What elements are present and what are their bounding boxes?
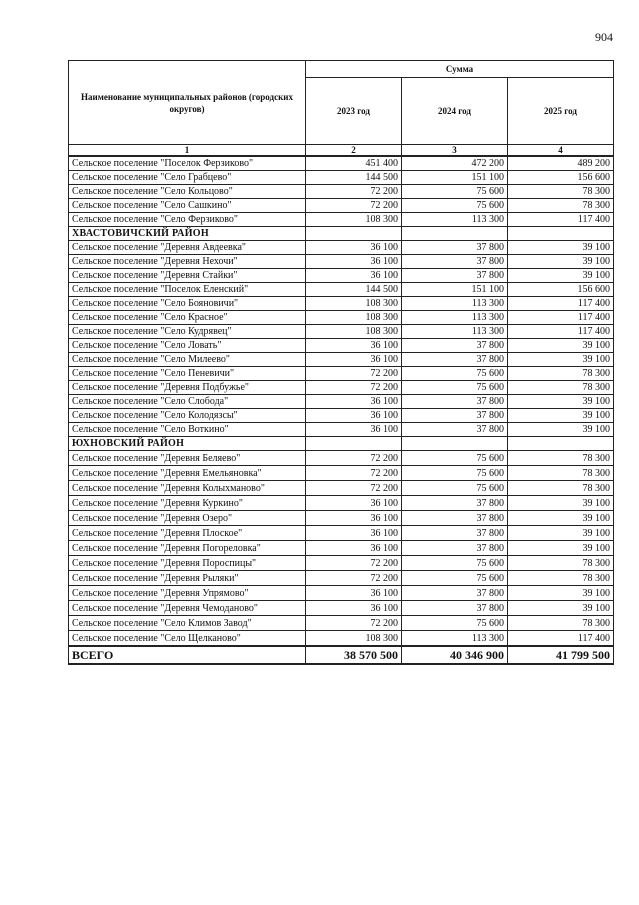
value-2025: 78 300 <box>508 381 614 395</box>
value-2024: 75 600 <box>402 367 508 381</box>
value-2024: 37 800 <box>402 269 508 283</box>
value-2024: 37 800 <box>402 601 508 616</box>
settlement-name: Сельское поселение "Деревня Пороспицы" <box>69 556 306 571</box>
value-2024: 151 100 <box>402 283 508 297</box>
table-row <box>69 409 614 423</box>
table-row <box>69 311 614 325</box>
table-row <box>69 213 614 227</box>
value-2025: 39 100 <box>508 395 614 409</box>
empty-cell <box>402 227 508 241</box>
table-row <box>69 395 614 409</box>
value-2025: 39 100 <box>508 526 614 541</box>
value-2025: 78 300 <box>508 571 614 586</box>
settlement-name: Сельское поселение "Село Слобода" <box>69 395 306 409</box>
settlement-name: Сельское поселение "Поселок Еленский" <box>69 283 306 297</box>
value-2023: 36 100 <box>306 496 402 511</box>
settlement-name: Сельское поселение "Деревня Авдеевка" <box>69 241 306 255</box>
value-2024: 37 800 <box>402 511 508 526</box>
value-2025: 117 400 <box>508 213 614 227</box>
value-2025: 156 600 <box>508 171 614 185</box>
settlement-name: Сельское поселение "Село Милеево" <box>69 353 306 367</box>
value-2025: 39 100 <box>508 241 614 255</box>
empty-cell <box>508 227 614 241</box>
page-number: 904 <box>595 30 613 44</box>
table-row <box>69 571 614 586</box>
value-2025: 78 300 <box>508 451 614 466</box>
header-year-2024: 2024 год <box>402 78 508 145</box>
value-2024: 75 600 <box>402 199 508 213</box>
settlement-name: Сельское поселение "Село Щелканово" <box>69 631 306 647</box>
settlement-name: Сельское поселение "Деревня Емельяновка" <box>69 466 306 481</box>
value-2023: 72 200 <box>306 185 402 199</box>
settlement-name: Сельское поселение "Деревня Чемоданово" <box>69 601 306 616</box>
settlement-name: Сельское поселение "Село Кудрявец" <box>69 325 306 339</box>
value-2024: 37 800 <box>402 255 508 269</box>
total-row <box>69 646 614 664</box>
table-row <box>69 511 614 526</box>
value-2025: 489 200 <box>508 156 614 171</box>
table-row <box>69 185 614 199</box>
value-2025: 78 300 <box>508 556 614 571</box>
value-2024: 75 600 <box>402 381 508 395</box>
settlement-name: Сельское поселение "Деревня Упрямово" <box>69 586 306 601</box>
value-2023: 36 100 <box>306 409 402 423</box>
value-2023: 144 500 <box>306 283 402 297</box>
column-number-3: 3 <box>402 145 508 157</box>
value-2023: 36 100 <box>306 241 402 255</box>
value-2025: 117 400 <box>508 311 614 325</box>
table-row <box>69 269 614 283</box>
value-2025: 78 300 <box>508 466 614 481</box>
header-year-2023: 2023 год <box>306 78 402 145</box>
value-2023: 451 400 <box>306 156 402 171</box>
value-2023: 36 100 <box>306 423 402 437</box>
settlement-name: Сельское поселение "Деревня Колыхманово" <box>69 481 306 496</box>
column-number-2: 2 <box>306 145 402 157</box>
settlement-name: Сельское поселение "Село Бояновичи" <box>69 297 306 311</box>
value-2023: 36 100 <box>306 339 402 353</box>
value-2025: 39 100 <box>508 423 614 437</box>
value-2024: 75 600 <box>402 481 508 496</box>
value-2023: 72 200 <box>306 367 402 381</box>
value-2023: 36 100 <box>306 541 402 556</box>
district-row <box>69 437 614 451</box>
value-2023: 108 300 <box>306 297 402 311</box>
value-2025: 39 100 <box>508 496 614 511</box>
settlement-name: Сельское поселение "Село Грабцево" <box>69 171 306 185</box>
value-2023: 36 100 <box>306 601 402 616</box>
value-2024: 75 600 <box>402 185 508 199</box>
value-2024: 75 600 <box>402 466 508 481</box>
value-2024: 37 800 <box>402 526 508 541</box>
column-number-1: 1 <box>69 145 306 157</box>
settlement-name: Сельское поселение "Деревня Куркино" <box>69 496 306 511</box>
table-row <box>69 496 614 511</box>
value-2023: 108 300 <box>306 213 402 227</box>
table-row <box>69 255 614 269</box>
table-row <box>69 481 614 496</box>
value-2025: 78 300 <box>508 481 614 496</box>
value-2025: 78 300 <box>508 185 614 199</box>
settlement-name: Сельское поселение "Село Колодязсы" <box>69 409 306 423</box>
value-2025: 117 400 <box>508 631 614 647</box>
header-name-column: Наименование муниципальных районов (городских округов) <box>69 61 306 145</box>
settlement-name: Сельское поселение "Поселок Ферзиково" <box>69 156 306 171</box>
value-2025: 78 300 <box>508 367 614 381</box>
value-2024: 37 800 <box>402 339 508 353</box>
table-row <box>69 283 614 297</box>
value-2025: 39 100 <box>508 586 614 601</box>
empty-cell <box>306 227 402 241</box>
value-2024: 75 600 <box>402 556 508 571</box>
value-2025: 39 100 <box>508 541 614 556</box>
table-row <box>69 199 614 213</box>
value-2023: 72 200 <box>306 556 402 571</box>
table-row <box>69 325 614 339</box>
value-2024: 37 800 <box>402 241 508 255</box>
value-2025: 117 400 <box>508 297 614 311</box>
value-2024: 37 800 <box>402 496 508 511</box>
settlement-name: Сельское поселение "Деревня Стайки" <box>69 269 306 283</box>
table-row <box>69 466 614 481</box>
value-2025: 39 100 <box>508 601 614 616</box>
value-2025: 39 100 <box>508 339 614 353</box>
value-2024: 75 600 <box>402 451 508 466</box>
settlement-name: Сельское поселение "Деревня Нехочи" <box>69 255 306 269</box>
value-2025: 39 100 <box>508 409 614 423</box>
value-2025: 117 400 <box>508 325 614 339</box>
table-row <box>69 586 614 601</box>
value-2023: 36 100 <box>306 511 402 526</box>
value-2023: 36 100 <box>306 269 402 283</box>
value-2025: 78 300 <box>508 199 614 213</box>
table-row <box>69 241 614 255</box>
value-2024: 113 300 <box>402 325 508 339</box>
value-2023: 72 200 <box>306 616 402 631</box>
settlement-name: Сельское поселение "Село Пеневичи" <box>69 367 306 381</box>
value-2025: 39 100 <box>508 353 614 367</box>
table-row <box>69 171 614 185</box>
settlement-name: Сельское поселение "Село Ловать" <box>69 339 306 353</box>
settlement-name: Сельское поселение "Деревня Беляево" <box>69 451 306 466</box>
value-2023: 72 200 <box>306 381 402 395</box>
value-2024: 113 300 <box>402 311 508 325</box>
value-2023: 108 300 <box>306 311 402 325</box>
table-row <box>69 616 614 631</box>
district-row <box>69 227 614 241</box>
value-2024: 37 800 <box>402 541 508 556</box>
table-row <box>69 297 614 311</box>
settlement-name: Сельское поселение "Село Красное" <box>69 311 306 325</box>
total-label: ВСЕГО <box>69 646 306 664</box>
table-body <box>69 156 614 646</box>
table-row <box>69 339 614 353</box>
settlement-name: Сельское поселение "Село Воткино" <box>69 423 306 437</box>
value-2024: 37 800 <box>402 423 508 437</box>
value-2023: 144 500 <box>306 171 402 185</box>
value-2023: 72 200 <box>306 199 402 213</box>
value-2024: 151 100 <box>402 171 508 185</box>
table-row <box>69 381 614 395</box>
table-row <box>69 156 614 171</box>
value-2025: 39 100 <box>508 255 614 269</box>
table-row <box>69 541 614 556</box>
district-name: ХВАСТОВИЧСКИЙ РАЙОН <box>69 227 306 241</box>
header-sum: Сумма <box>306 61 614 78</box>
district-name: ЮХНОВСКИЙ РАЙОН <box>69 437 306 451</box>
value-2024: 75 600 <box>402 616 508 631</box>
value-2024: 37 800 <box>402 586 508 601</box>
settlement-name: Сельское поселение "Село Климов Завод" <box>69 616 306 631</box>
settlement-name: Сельское поселение "Деревня Подбужье" <box>69 381 306 395</box>
table-row <box>69 631 614 647</box>
table-row <box>69 451 614 466</box>
settlement-name: Сельское поселение "Деревня Плоское" <box>69 526 306 541</box>
value-2024: 113 300 <box>402 631 508 647</box>
settlement-name: Сельское поселение "Деревня Рыляки" <box>69 571 306 586</box>
value-2023: 72 200 <box>306 451 402 466</box>
settlement-name: Сельское поселение "Село Сашкино" <box>69 199 306 213</box>
value-2024: 37 800 <box>402 353 508 367</box>
empty-cell <box>306 437 402 451</box>
settlement-name: Сельское поселение "Деревня Погореловка" <box>69 541 306 556</box>
value-2024: 37 800 <box>402 409 508 423</box>
value-2023: 36 100 <box>306 526 402 541</box>
column-number-4: 4 <box>508 145 614 157</box>
settlement-name: Сельское поселение "Деревня Озеро" <box>69 511 306 526</box>
value-2023: 36 100 <box>306 586 402 601</box>
value-2023: 36 100 <box>306 255 402 269</box>
empty-cell <box>508 437 614 451</box>
empty-cell <box>402 437 508 451</box>
value-2024: 472 200 <box>402 156 508 171</box>
value-2023: 72 200 <box>306 481 402 496</box>
value-2025: 39 100 <box>508 269 614 283</box>
value-2023: 108 300 <box>306 325 402 339</box>
table-row <box>69 367 614 381</box>
settlement-name: Сельское поселение "Село Кольцово" <box>69 185 306 199</box>
value-2025: 156 600 <box>508 283 614 297</box>
total-2024: 40 346 900 <box>402 646 508 664</box>
table-row <box>69 526 614 541</box>
budget-table <box>68 60 614 665</box>
total-2023: 38 570 500 <box>306 646 402 664</box>
value-2024: 113 300 <box>402 297 508 311</box>
value-2024: 37 800 <box>402 395 508 409</box>
value-2023: 36 100 <box>306 353 402 367</box>
total-2025: 41 799 500 <box>508 646 614 664</box>
value-2025: 78 300 <box>508 616 614 631</box>
value-2025: 39 100 <box>508 511 614 526</box>
value-2023: 72 200 <box>306 466 402 481</box>
value-2024: 75 600 <box>402 571 508 586</box>
value-2023: 72 200 <box>306 571 402 586</box>
table-row <box>69 556 614 571</box>
table-row <box>69 353 614 367</box>
settlement-name: Сельское поселение "Село Ферзиково" <box>69 213 306 227</box>
header-year-2025: 2025 год <box>508 78 614 145</box>
value-2023: 36 100 <box>306 395 402 409</box>
table-row <box>69 601 614 616</box>
value-2024: 113 300 <box>402 213 508 227</box>
table-row <box>69 423 614 437</box>
value-2023: 108 300 <box>306 631 402 647</box>
